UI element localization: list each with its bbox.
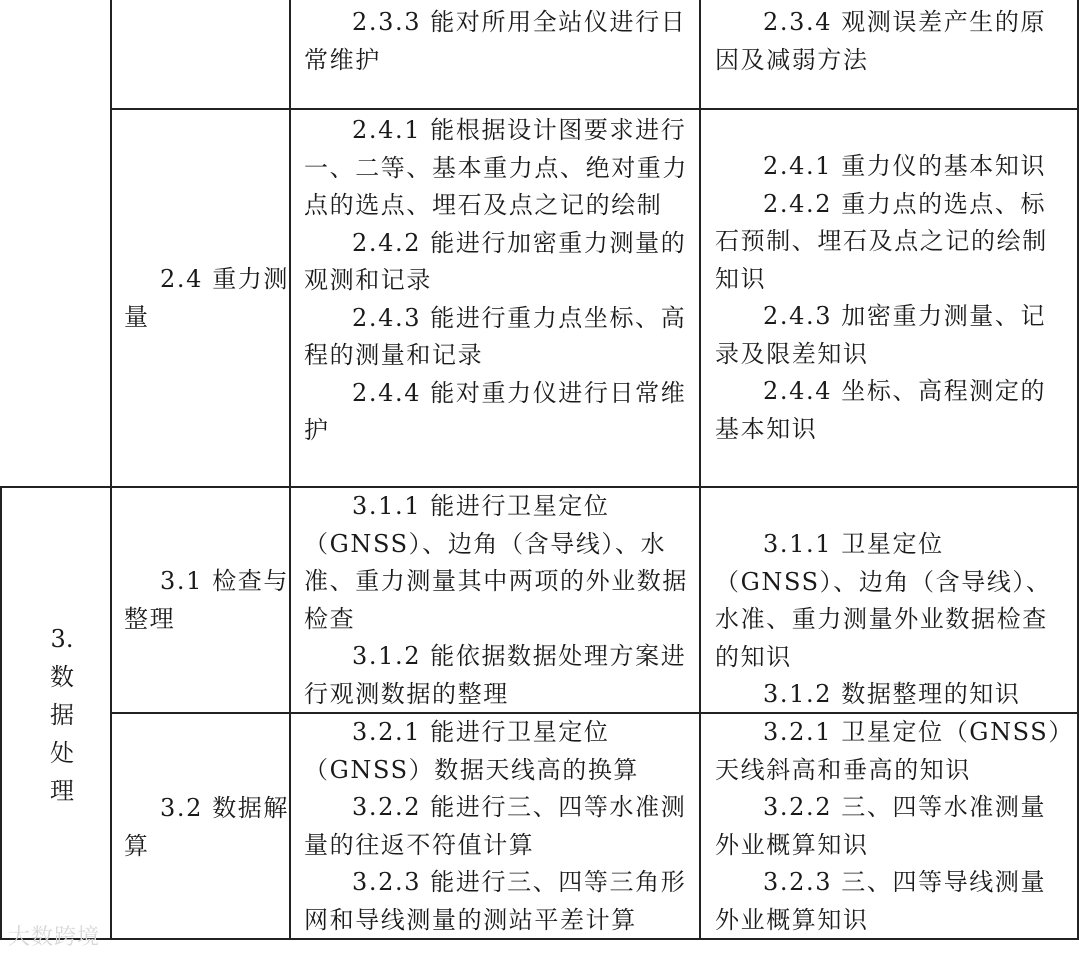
knowledge-item: 2.4.4 坐标、高程测定的基本知识 xyxy=(715,377,1047,443)
skill-cell xyxy=(112,261,289,336)
knowledge-item: 3.1.1 卫星定位（GNSS）、边角（含导线）、水准、重力测量外业数据检查的知识 xyxy=(715,530,1052,671)
knowledge-cell xyxy=(701,148,1077,448)
knowledge-item: 3.2.3 三、四等导线测量外业概算知识 xyxy=(715,868,1047,934)
skill-cell xyxy=(112,790,289,865)
knowledge-item: 3.1.2 数据整理的知识 xyxy=(763,680,1021,708)
section-title-char: 据 xyxy=(50,701,74,729)
requirement-item: 3.1.2 能依据数据处理方案进行观测数据的整理 xyxy=(304,642,687,708)
requirement-item: 3.1.1 能进行卫星定位（GNSS）、边角（含导线）、水准、重力测量其中两项的外业数据检查 xyxy=(304,492,688,633)
section-title xyxy=(42,620,82,810)
knowledge-item: 2.4.3 加密重力测量、记录及限差知识 xyxy=(715,302,1047,368)
row-divider xyxy=(110,108,1078,110)
skill-label: 3.1 检查与整理 xyxy=(124,567,289,633)
requirement-item: 3.2.3 能进行三、四等三角形网和导线测量的测站平差计算 xyxy=(304,868,687,934)
section-title-char: 3. xyxy=(50,625,74,653)
requirement-item: 2.4.3 能进行重力点坐标、高程的测量和记录 xyxy=(304,303,687,369)
requirement-item: 2.4.2 能进行加密重力测量的观测和记录 xyxy=(304,228,687,294)
knowledge-item: 3.2.1 卫星定位（GNSS）天线斜高和垂高的知识 xyxy=(715,718,1062,784)
section-title-char: 数 xyxy=(50,663,74,691)
table-right-border xyxy=(1077,0,1079,940)
requirement-item: 3.2.2 能进行三、四等水准测量的往返不符值计算 xyxy=(304,793,687,859)
requirement-cell xyxy=(292,112,698,450)
requirement-item: 3.2.1 能进行卫星定位（GNSS）数据天线高的换算 xyxy=(304,718,640,784)
skill-label: 2.4 重力测量 xyxy=(124,265,289,331)
watermark: 大数跨境 xyxy=(8,925,101,950)
knowledge-item: 2.4.1 重力仪的基本知识 xyxy=(763,152,1047,180)
knowledge-item: 2.4.2 重力点的选点、标石预制、埋石及点之记的绘制知识 xyxy=(715,189,1048,293)
skill-label: 3.2 数据解算 xyxy=(124,794,289,860)
section-title-char: 处 xyxy=(50,739,74,767)
knowledge-cell xyxy=(701,526,1077,714)
table-left-border xyxy=(0,486,2,940)
column-divider xyxy=(289,0,291,940)
requirement-item: 2.3.3 能对所用全站仪进行日常维护 xyxy=(304,8,687,74)
requirement-cell xyxy=(292,714,698,939)
requirement-cell xyxy=(292,4,698,79)
skill-cell xyxy=(112,563,289,638)
requirement-item: 2.4.4 能对重力仪进行日常维护 xyxy=(304,378,687,444)
requirement-item: 2.4.1 能根据设计图要求进行一、二等、基本重力点、绝对重力点的选点、埋石及点之记的绘制 xyxy=(304,116,688,219)
requirement-cell xyxy=(292,488,698,713)
section-title-char: 理 xyxy=(50,777,74,805)
knowledge-cell xyxy=(701,714,1077,939)
knowledge-cell xyxy=(701,4,1077,79)
knowledge-item: 3.2.2 三、四等水准测量外业概算知识 xyxy=(715,793,1047,859)
knowledge-item: 2.3.4 观测误差产生的原因及减弱方法 xyxy=(715,8,1047,74)
